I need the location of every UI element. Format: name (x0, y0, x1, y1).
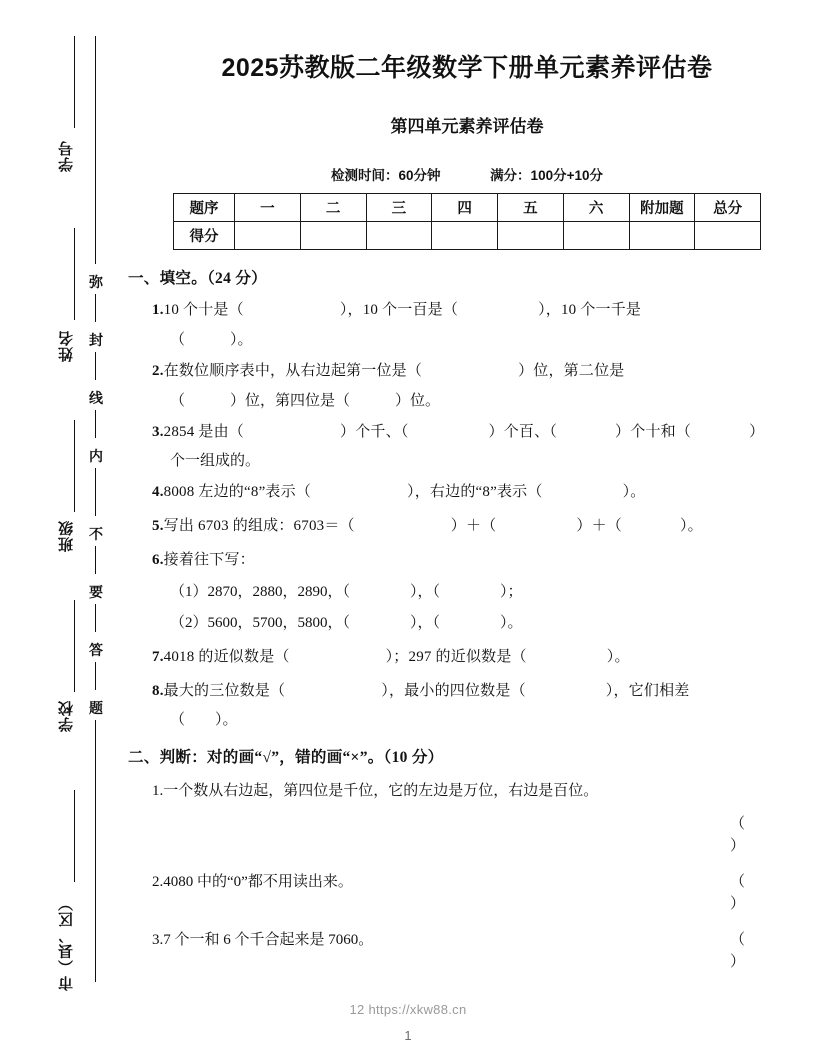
rule-line-segment (74, 790, 75, 882)
table-row (174, 222, 761, 250)
true-false-item (118, 871, 816, 916)
question-text: 2854 是由（ (163, 423, 245, 440)
question-subitem[interactable]: （2）5600，5700，5800，（ ），（ ）。 (170, 615, 523, 632)
seal-character: 不 (89, 528, 103, 543)
seal-character: 内 (89, 450, 103, 465)
exam-section (118, 266, 816, 729)
question-item (118, 549, 816, 572)
exam-content (118, 266, 816, 974)
question-number: 3. (152, 931, 164, 948)
question-number: 4. (152, 484, 164, 501)
question-item (118, 299, 816, 322)
seal-character: 答 (89, 644, 103, 659)
answer-paren[interactable]: （） (730, 873, 746, 913)
table-row-header: 题序 (174, 194, 235, 222)
question-text: ） (749, 423, 765, 440)
table-cell[interactable] (235, 222, 301, 250)
table-cell[interactable] (563, 222, 629, 250)
true-false-text: 2.4080 中的“0”都不用读出来。 (152, 873, 353, 890)
score-table (173, 193, 761, 250)
table-cell[interactable]: 二 (300, 194, 366, 222)
exam-section (118, 745, 816, 974)
true-false-answer-row (118, 813, 816, 858)
seal-character: 要 (89, 586, 103, 601)
table-cell[interactable] (498, 222, 564, 250)
question-continuation[interactable]: （ ）。 (170, 331, 253, 348)
rule-line-segment (95, 294, 96, 322)
table-cell[interactable] (432, 222, 498, 250)
question-number: 1. (152, 302, 164, 318)
question-text: ）个千、（ (340, 423, 409, 440)
rule-line-segment (95, 720, 96, 982)
question-text: 接着往下写： (163, 551, 255, 568)
student-info-field: 学校 (59, 700, 75, 732)
question-text: ）＋（ (576, 518, 622, 535)
question-text: ）＋（ (450, 518, 497, 535)
table-cell[interactable]: 一 (235, 194, 301, 222)
answer-paren[interactable]: （） (730, 815, 746, 855)
true-false-item (118, 780, 816, 803)
table-cell[interactable] (695, 222, 761, 250)
question-number: 7. (152, 648, 164, 665)
question-text: ）。 (622, 484, 646, 501)
question-continuation[interactable]: （ ）位，第四位是（ ）位。 (170, 392, 441, 409)
question-text: 最大的三位数是（ (163, 682, 286, 699)
question-text: ）位，第二位是 (518, 362, 625, 379)
exam-page (118, 0, 816, 1056)
question-text: ）；297 的近似数是（ (385, 648, 527, 665)
question-item (118, 360, 816, 383)
table-cell[interactable] (366, 222, 432, 250)
seal-character: 封 (89, 334, 103, 349)
question-number: 8. (152, 682, 164, 699)
exam-time-label: 检测时间：60分钟 (331, 168, 441, 183)
question-text: ）。 (606, 648, 630, 665)
table-cell[interactable]: 附加题 (629, 194, 695, 222)
question-number: 2. (152, 873, 164, 890)
seal-character: 线 (89, 392, 103, 407)
question-text: 写出 6703 的组成：6703＝（ (163, 518, 355, 535)
rule-line-segment (74, 36, 75, 128)
question-text: ），10 个一千是 (538, 302, 642, 318)
question-text: ），它们相差 (605, 682, 690, 699)
rule-line-segment (95, 352, 96, 380)
question-number: 6. (152, 551, 164, 568)
question-item (118, 515, 816, 538)
question-item (118, 421, 816, 444)
rule-line-segment (74, 228, 75, 320)
page-subtitle: 第四单元素养评估卷 (390, 117, 544, 136)
seal-character: 弥 (89, 276, 103, 291)
table-cell[interactable]: 四 (432, 194, 498, 222)
table-cell[interactable] (629, 222, 695, 250)
question-text: ）个十和（ (615, 423, 692, 440)
table-row (174, 194, 761, 222)
question-number: 5. (152, 518, 164, 535)
section-heading: 一、填空。（24 分） (128, 270, 267, 287)
question-text: 10 个十是（ (163, 302, 244, 318)
student-info-field: 姓名 (59, 330, 75, 362)
question-text: ），最小的四位数是（ (381, 682, 526, 699)
question-number: 2. (152, 362, 164, 379)
question-subitem[interactable]: （1）2870，2880，2890，（ ），（ ）； (170, 583, 523, 600)
question-text: 8008 左边的“8”表示（ (163, 484, 312, 501)
answer-paren[interactable]: （） (730, 931, 746, 971)
question-text: ），右边的“8”表示（ (407, 484, 543, 501)
question-text: ）个百、（ (488, 423, 558, 440)
exam-meta-line (118, 164, 816, 184)
table-cell[interactable]: 六 (563, 194, 629, 222)
rule-line-segment (95, 546, 96, 574)
table-cell[interactable]: 总分 (695, 194, 761, 222)
page-number: 1 (404, 1028, 412, 1043)
rule-line-segment (95, 410, 96, 438)
question-continuation[interactable]: 个一组成的。 (170, 453, 261, 470)
full-score-label: 满分：100分+10分 (490, 168, 603, 183)
rule-line-segment (95, 468, 96, 516)
page-title: 2025苏教版二年级数学下册单元素养评估卷 (221, 54, 713, 82)
table-cell[interactable]: 五 (498, 194, 564, 222)
table-cell[interactable]: 三 (366, 194, 432, 222)
true-false-text: 3.7 个一和 6 个千合起来是 7060。 (152, 931, 374, 948)
question-text: ），10 个一百是（ (339, 302, 459, 318)
question-item (118, 646, 816, 669)
question-item (118, 481, 816, 504)
question-number: 1. (152, 783, 164, 800)
table-cell[interactable] (300, 222, 366, 250)
question-text: 4018 的近似数是（ (163, 648, 290, 665)
question-text: 在数位顺序表中，从右边起第一位是（ (163, 362, 423, 379)
true-false-item (118, 929, 816, 974)
student-info-field: 市（县、区） (59, 895, 75, 991)
true-false-text: 1.一个数从右边起，第四位是千位，它的左边是万位，右边是百位。 (152, 783, 599, 800)
student-info-field: 班级 (59, 520, 75, 552)
seal-character: 题 (89, 702, 103, 717)
student-info-field: 学号 (59, 140, 75, 172)
question-text: ）。 (679, 518, 703, 535)
watermark: 12 https://xkw88.cn (349, 1002, 467, 1017)
question-continuation[interactable]: （ ）。 (170, 712, 238, 729)
rule-line-segment (95, 662, 96, 690)
rule-line-segment (95, 604, 96, 632)
sealing-margin-zone (0, 0, 118, 1056)
question-number: 3. (152, 423, 164, 440)
rule-line-segment (95, 36, 96, 264)
rule-line-segment (74, 420, 75, 512)
table-row-header: 得分 (174, 222, 235, 250)
rule-line-segment (74, 600, 75, 692)
section-heading: 二、判断：对的画“√”，错的画“×”。（10 分） (128, 749, 444, 767)
question-item (118, 680, 816, 703)
